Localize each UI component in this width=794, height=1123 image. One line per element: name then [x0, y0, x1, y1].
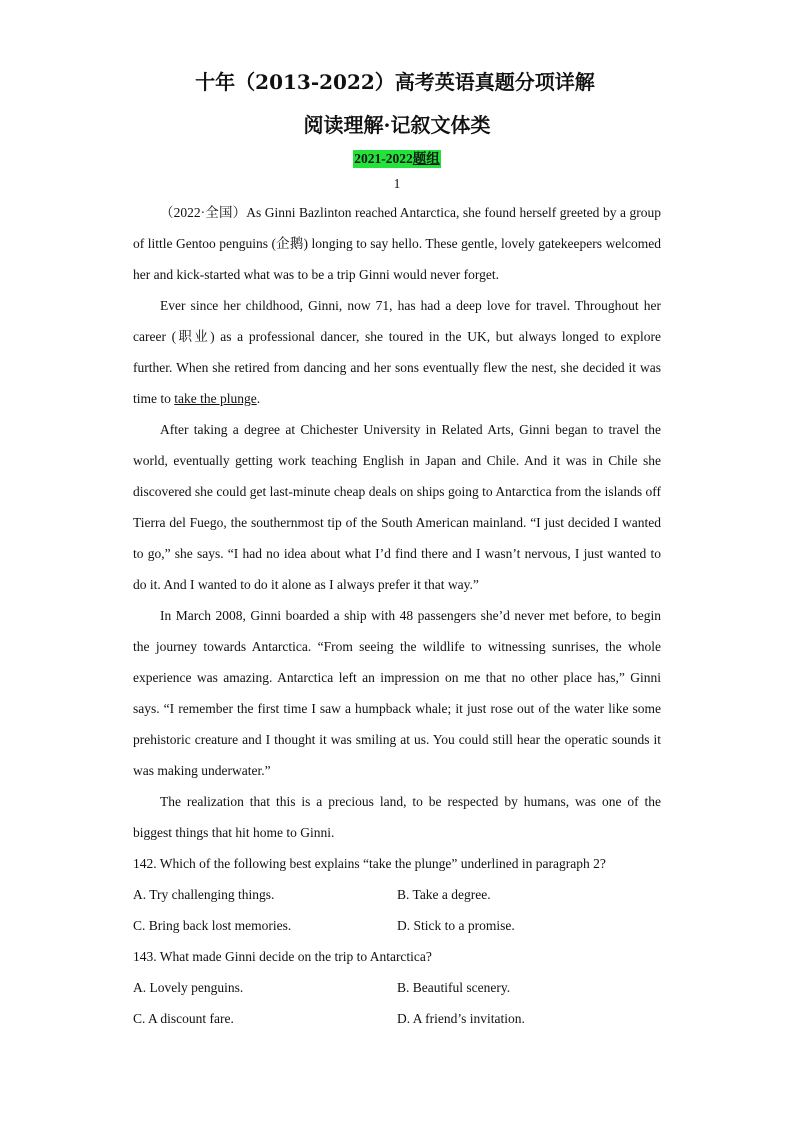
- group-word: 题组: [412, 151, 440, 166]
- group-year: 2021-2022: [354, 151, 413, 166]
- question-143: [133, 941, 661, 1034]
- option-d: D. Stick to a promise.: [397, 918, 515, 933]
- option-b: B. Beautiful scenery.: [397, 980, 511, 995]
- document-title: 十年（2013-2022）高考英语真题分项详解: [195, 70, 595, 94]
- group-label: [133, 149, 661, 169]
- document-page: [133, 66, 661, 1034]
- option-c: C. Bring back lost memories.: [133, 918, 292, 933]
- question-stem: 143. What made Ginni decide on the trip to Antarctica?: [133, 949, 432, 964]
- question-142: [133, 848, 661, 941]
- paragraph-3: After taking a degree at Chichester University in Related Arts, Ginni began to travel the world, eventually getting work teaching English in Japan and Chile. And it was in Chile she discovered she could get last-minute cheap deals on ships going to Antarctica from the islands off Tierra del Fuego, the southernmost tip of the South American mainland. “I just decided I wanted to go,” she says. “I had no idea about what I’d find there and I wasn’t nervous, I just wanted to do it. And I wanted to do it alone as I always prefer it that way.”: [133, 422, 661, 592]
- option-a: A. Lovely penguins.: [133, 980, 244, 995]
- paragraph-2-text-b: .: [256, 391, 261, 406]
- option-row: [133, 910, 661, 941]
- paragraph-1: （2022·全国）As Ginni Bazlinton reached Antarctica, she found herself greeted by a group of little Gentoo penguins (企鹅) longing to say hello. These gentle, lovely gatekeepers welcomed her and kick-started what was to be a trip Ginni would never forget.: [133, 205, 661, 282]
- document-subtitle: 阅读理解·记叙文体类: [303, 113, 491, 137]
- question-stem: 142. Which of the following best explains “take the plunge” underlined in paragraph 2?: [133, 856, 606, 871]
- option-row: [133, 879, 661, 910]
- option-d: D. A friend’s invitation.: [397, 1011, 525, 1026]
- paragraph-5: The realization that this is a precious land, to be respected by humans, was one of the biggest things that hit home to Ginni.: [133, 794, 661, 840]
- option-row: [133, 1003, 661, 1034]
- paragraph-4: In March 2008, Ginni boarded a ship with 48 passengers she’d never met before, to begin the journey towards Antarctica. “From seeing the wildlife to witnessing sunrises, the whole experience was amazing. Antarctica left an impression on me that no other place has,” Ginni says. “I remember the first time I saw a humpback whale; it just rose out of the water like some prehistoric creature and I thought it was smiling at us. You could still hear the operatic sounds it was making underwater.”: [133, 608, 661, 778]
- paragraph-2-text-a: Ever since her childhood, Ginni, now 71, has had a deep love for travel. Throughout her career (职业) as a professional dancer, she toured in the UK, but always longed to explore further. When she retired from dancing and her sons eventually flew the nest, she decided it was time to: [133, 298, 661, 406]
- option-b: B. Take a degree.: [397, 887, 491, 902]
- group-highlight: [353, 150, 441, 168]
- paragraph-2: [133, 290, 661, 414]
- passage-number: 1: [393, 176, 401, 191]
- option-row: [133, 972, 661, 1003]
- option-c: C. A discount fare.: [133, 1011, 234, 1026]
- option-a: A. Try challenging things.: [133, 887, 275, 902]
- underlined-phrase: take the plunge: [174, 391, 257, 406]
